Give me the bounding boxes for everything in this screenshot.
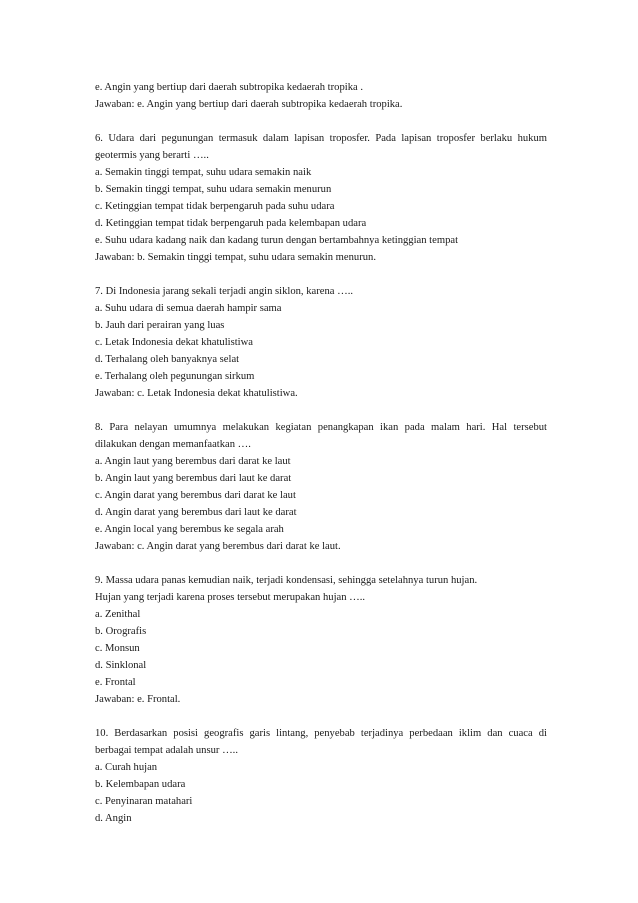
answer-line: Jawaban: c. Angin darat yang berembus dari darat ke laut. bbox=[95, 541, 341, 552]
answer-line: Jawaban: e. Angin yang bertiup dari daerah subtropika kedaerah tropika. bbox=[95, 99, 403, 110]
option-a: a. Suhu udara di semua daerah hampir sama bbox=[95, 303, 282, 314]
question-text-cont: geotermis yang berarti ….. bbox=[95, 150, 209, 161]
option-b: b. Jauh dari perairan yang luas bbox=[95, 320, 225, 331]
question-8 bbox=[95, 419, 547, 555]
option-d: d. Angin bbox=[95, 813, 132, 824]
option-d: d. Ketinggian tempat tidak berpengaruh pada kelembapan udara bbox=[95, 218, 367, 229]
question-text-cont: berbagai tempat adalah unsur ….. bbox=[95, 745, 238, 756]
option-d: d. Angin darat yang berembus dari laut ke darat bbox=[95, 507, 297, 518]
option-a: a. Zenithal bbox=[95, 609, 141, 620]
question-text: 6. Udara dari pegunungan termasuk dalam lapisan troposfer. Pada lapisan troposfer berlaku hukum bbox=[95, 133, 547, 144]
option-a: a. Semakin tinggi tempat, suhu udara semakin naik bbox=[95, 167, 312, 178]
option-b: b. Angin laut yang berembus dari laut ke darat bbox=[95, 473, 292, 484]
question-7 bbox=[95, 283, 547, 402]
option-d: d. Terhalang oleh banyaknya selat bbox=[95, 354, 240, 365]
question-text-cont: Hujan yang terjadi karena proses tersebut merupakan hujan ….. bbox=[95, 592, 366, 603]
question-6 bbox=[95, 130, 547, 266]
option-e: e. Terhalang oleh pegunungan sirkum bbox=[95, 371, 255, 382]
option-a: a. Curah hujan bbox=[95, 762, 158, 773]
question-10 bbox=[95, 725, 547, 827]
option-c: c. Letak Indonesia dekat khatulistiwa bbox=[95, 337, 253, 348]
option-e: e. Frontal bbox=[95, 677, 136, 688]
option-c: c. Ketinggian tempat tidak berpengaruh pada suhu udara bbox=[95, 201, 335, 212]
option-c: c. Monsun bbox=[95, 643, 140, 654]
question-5-tail bbox=[95, 79, 547, 113]
question-text: 9. Massa udara panas kemudian naik, terjadi kondensasi, sehingga setelahnya turun hujan. bbox=[95, 575, 478, 586]
question-text: 8. Para nelayan umumnya melakukan kegiatan penangkapan ikan pada malam hari. Hal tersebut bbox=[95, 422, 547, 433]
option-b: b. Orografis bbox=[95, 626, 147, 637]
document-page bbox=[95, 79, 547, 827]
option-e: e. Suhu udara kadang naik dan kadang turun dengan bertambahnya ketinggian tempat bbox=[95, 235, 459, 246]
question-text: 10. Berdasarkan posisi geografis garis lintang, penyebab terjadinya perbedaan iklim dan cuaca di bbox=[95, 728, 547, 739]
option-b: b. Semakin tinggi tempat, suhu udara semakin menurun bbox=[95, 184, 332, 195]
option-a: a. Angin laut yang berembus dari darat ke laut bbox=[95, 456, 291, 467]
question-text-cont: dilakukan dengan memanfaatkan …. bbox=[95, 439, 251, 450]
answer-line: Jawaban: e. Frontal. bbox=[95, 694, 181, 705]
option-b: b. Kelembapan udara bbox=[95, 779, 186, 790]
option-c: c. Penyinaran matahari bbox=[95, 796, 193, 807]
option-d: d. Sinklonal bbox=[95, 660, 147, 671]
answer-line: Jawaban: b. Semakin tinggi tempat, suhu udara semakin menurun. bbox=[95, 252, 376, 263]
question-9 bbox=[95, 572, 547, 708]
question-text: 7. Di Indonesia jarang sekali terjadi angin siklon, karena ….. bbox=[95, 286, 354, 297]
option-e: e. Angin yang bertiup dari daerah subtropika kedaerah tropika . bbox=[95, 82, 363, 93]
option-c: c. Angin darat yang berembus dari darat ke laut bbox=[95, 490, 296, 501]
answer-line: Jawaban: c. Letak Indonesia dekat khatulistiwa. bbox=[95, 388, 298, 399]
option-e: e. Angin local yang berembus ke segala arah bbox=[95, 524, 284, 535]
